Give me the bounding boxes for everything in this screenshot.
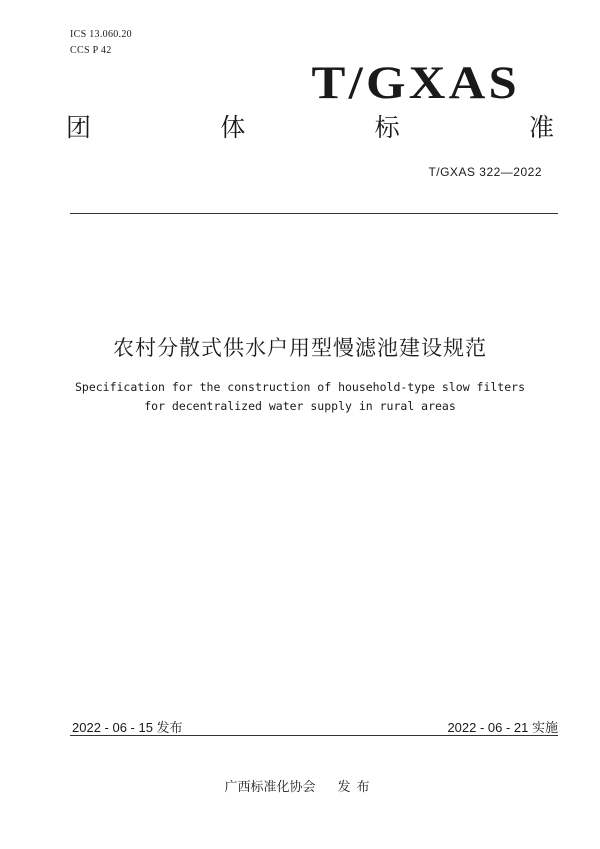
issuer-name: 广西标准化协会 bbox=[224, 780, 316, 795]
issuer-line bbox=[0, 776, 600, 795]
english-title-line-2: for decentralized water supply in rural areas bbox=[144, 399, 456, 413]
ics-code: ICS 13.060.20 bbox=[70, 29, 132, 40]
organization-logo: T/GXAS bbox=[311, 57, 520, 109]
bottom-divider bbox=[70, 735, 558, 736]
publish-date: 2022 - 06 - 15 发布 bbox=[72, 720, 183, 735]
standard-type-char: 体 bbox=[220, 113, 246, 142]
standard-type bbox=[66, 114, 554, 142]
issuer-action: 发布 bbox=[337, 780, 376, 795]
english-title-line-1: Specification for the construction of household-type slow filters bbox=[74, 380, 526, 394]
standard-type-char: 标 bbox=[374, 113, 400, 142]
implementation-date: 2022 - 06 - 21 实施 bbox=[447, 720, 558, 735]
chinese-title: 农村分散式供水户用型慢滤池建设规范 bbox=[113, 336, 487, 360]
ccs-code: CCS P 42 bbox=[70, 45, 112, 56]
top-divider bbox=[70, 213, 558, 214]
standard-type-char: 准 bbox=[528, 113, 554, 142]
standard-type-char: 团 bbox=[66, 113, 92, 142]
standard-code: T/GXAS 322—2022 bbox=[428, 165, 542, 179]
